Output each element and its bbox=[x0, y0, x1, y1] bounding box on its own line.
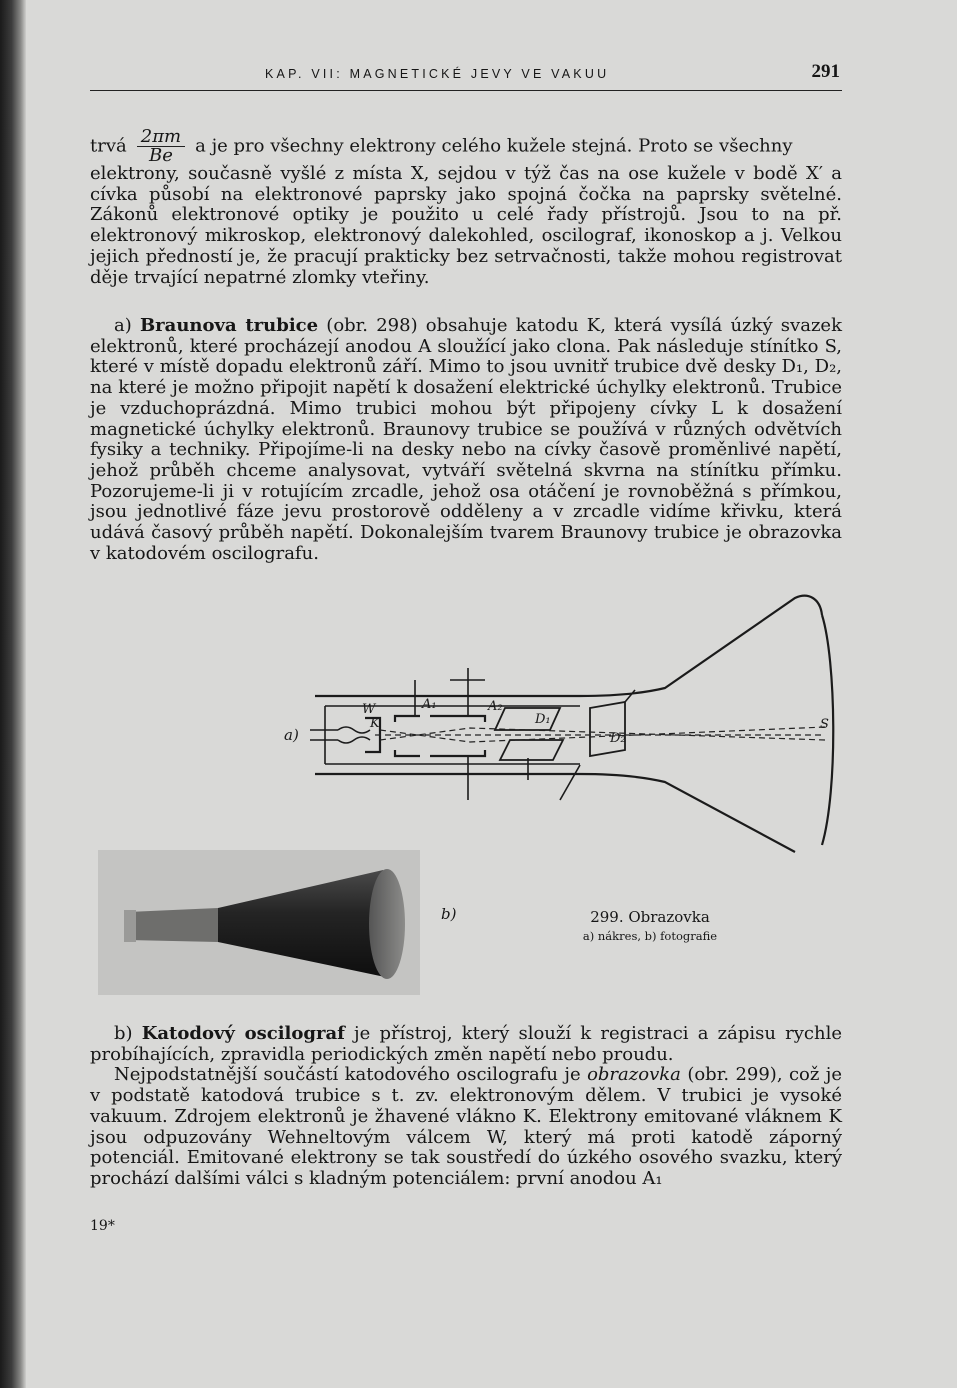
label-s: S bbox=[820, 717, 829, 732]
osc-text: je přístroj, který slouží k registraci a zápisu rychle probíhajících, zpravidla periodických změn napětí nebo proudu. bbox=[90, 1023, 842, 1065]
crt-text-b: (obr. 299), což je v podstatě katodová trubice s t. zv. elektronovým dělem. V trubici je vysoké vakuum. Zdrojem elektronů je žhavené vlákno K. Elektrony emitované vláknem K jsou odpuzovány Wehneltovým válcem W, který má proti katodě záporný potenciál. Emitované elektrony se tak soustředí do úzkého osového svazku, který prochází dalšími válci s kladným potenciálem: první anodou A₁ bbox=[90, 1064, 843, 1189]
anode-a1 bbox=[395, 716, 420, 756]
deflection-plate-d2 bbox=[590, 702, 625, 756]
intro-first-line-text: a je pro všechny elektrony celého kužele stejná. Proto se všechny bbox=[195, 135, 793, 157]
caption-subtitle: a) nákres, b) fotografie bbox=[582, 929, 718, 943]
book-spine-shadow bbox=[0, 0, 26, 1388]
tube-outline-bottom bbox=[315, 774, 795, 852]
label-d2: D₂ bbox=[610, 731, 626, 746]
label-k: K bbox=[370, 716, 380, 731]
figure-photo-crt bbox=[98, 850, 420, 995]
anode-a2 bbox=[430, 716, 485, 756]
tube-outline-top bbox=[315, 596, 822, 696]
formula-numerator: 2πm bbox=[137, 128, 185, 147]
osc-label: b) bbox=[114, 1023, 133, 1044]
running-title: KAP. VII: MAGNETICKÉ JEVY VE VAKUU bbox=[265, 67, 610, 81]
crt-text-a: Nejpodstatnější součástí katodového oscilografu je bbox=[114, 1064, 581, 1086]
label-a1: A₁ bbox=[422, 697, 437, 712]
word-trva: trvá bbox=[90, 135, 127, 157]
paragraph-crt-description bbox=[90, 1065, 842, 1189]
label-w: W bbox=[362, 702, 376, 717]
formula-denominator: Be bbox=[148, 145, 173, 166]
braun-label: a) bbox=[114, 315, 132, 336]
intro-body-text: elektrony, současně vyšlé z místa X, sejdou v týž čas na ose kužele v bodě X′ a cívka působí na elektronové paprsky jako spojná čočka na paprsky světelné. Zákonů elektronové optiky je použito u celé řady přístrojů. Jsou to na př. elektronový mikroskop, elektronový dalekohled, oscilograf, ikonoskop a j. Velkou jejich předností je, že pracují prakticky bez setrvačnosti, takže mohou registrovat děje trvající nepatrné zlomky vteřiny. bbox=[90, 163, 842, 288]
braun-text: (obr. 298) obsahuje katodu K, která vysílá úzký svazek elektronů, které procházejí anodou A sloužící jako clona. Pak následuje stínítko S, které v místě dopadu elektronů září. Mimo to jsou uvnitř trubice dvě desky D₁, D₂, na které je možno připojit napětí k dosažení elektrické úchylky elektronů. Trubice je vzduchoprázdná. Mimo trubici mohou být připojeny cívky L k dosažení magnetické úchylky elektronů. Braunovy trubice se používá v různých odvětvích fysiky a techniky. Připojíme-li na desky nebo na cívky časově proměnlivé napětí, jehož průběh chceme analysovat, vytváří světelná skvrna na stínítku přímku. Pozorujeme-li ji v rotujícím zrcadle, jehož osa otáčení je rovnoběžná s přímkou, jsou jednotlivé fáze jevu prostorově odděleny a v zrcadle vidíme křivku, která udává časový průběh napětí. Dokonalejším tvarem Braunovy trubice je obrazovka v katodovém oscilografu. bbox=[90, 315, 842, 564]
caption-title: 299. Obrazovka bbox=[590, 908, 710, 926]
paragraph-intro bbox=[90, 128, 842, 288]
label-figure-a: a) bbox=[284, 726, 299, 744]
photo-neck bbox=[128, 908, 218, 942]
photo-crt-drawing bbox=[98, 850, 420, 995]
label-d1: D₁ bbox=[535, 712, 551, 727]
formula-fraction bbox=[137, 128, 185, 165]
photo-screen bbox=[369, 869, 405, 979]
paragraph-oscillograph bbox=[90, 1024, 842, 1190]
figure-diagram-crt bbox=[280, 590, 850, 860]
paragraph-braun-tube bbox=[90, 316, 842, 564]
page-number: 291 bbox=[811, 61, 840, 82]
running-header bbox=[90, 61, 842, 91]
label-figure-b: b) bbox=[441, 905, 457, 923]
label-a2: A₂ bbox=[488, 699, 503, 714]
figure-caption bbox=[560, 908, 740, 943]
crt-term: obrazovka bbox=[587, 1064, 681, 1086]
signature-mark: 19* bbox=[90, 1218, 115, 1234]
cathode-filament bbox=[338, 727, 370, 743]
braun-term: Braunova trubice bbox=[139, 315, 319, 336]
osc-term: Katodový oscilograf bbox=[141, 1023, 345, 1044]
deflection-plate-d1-lower bbox=[500, 740, 563, 760]
